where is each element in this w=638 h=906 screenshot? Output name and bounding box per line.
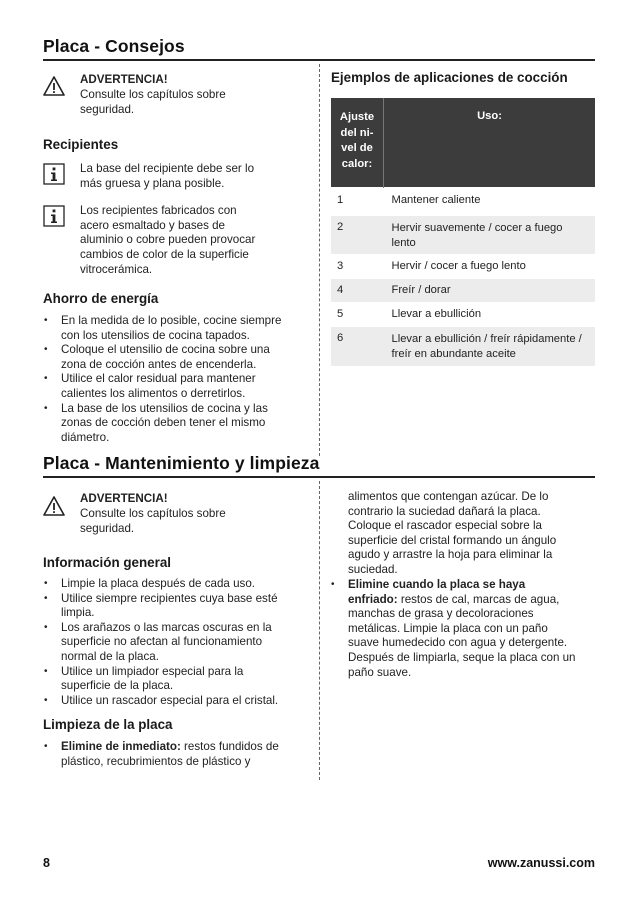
warning-title: ADVERTENCIA! xyxy=(80,492,168,505)
table-cell-level: 5 xyxy=(337,308,344,320)
list-item: • Utilice un limpiador especial para la superficie de la placa. xyxy=(43,665,313,694)
ahorro-list xyxy=(43,314,313,445)
table-cell-use: Hervir suavemente / cocer a fuego lento xyxy=(391,222,563,249)
table-row xyxy=(331,188,595,216)
table-header-use: Uso: xyxy=(384,98,596,188)
heading-ahorro-energia: Ahorro de energía xyxy=(43,291,159,306)
table-row xyxy=(331,279,595,303)
info-text: más gruesa y plana posible. xyxy=(80,177,225,190)
list-item: • Elimine de inmediato: restos fundidos de plástico, recubrimientos de plástico y xyxy=(43,740,318,769)
warning-text: Consulte los capítulos sobre xyxy=(80,507,226,520)
section-title-consejos: Placa - Consejos xyxy=(43,36,185,56)
cooking-table xyxy=(331,98,595,366)
heading-limpieza: Limpieza de la placa xyxy=(43,717,173,732)
table-cell-use: Llevar a ebullición xyxy=(391,308,482,320)
table-cell-level: 3 xyxy=(337,260,344,272)
warning-text: seguridad. xyxy=(80,103,135,116)
limpieza-continuation: alimentos que contengan azúcar. De lo contrario la suciedad dañará la placa. Coloque el rascador especial sobre la superficie del cristal formando un ángulo agudo y arrastre la hoja para eliminar la suciedad. xyxy=(348,490,557,576)
table-row xyxy=(331,327,595,367)
warning-icon xyxy=(43,495,65,517)
table-cell-level: 1 xyxy=(337,194,344,206)
table-cell-use: Llevar a ebullición / freír rápidamente / freír en abundante aceite xyxy=(391,333,582,360)
list-item: • La base de los utensilios de cocina y las zonas de cocción deben tener el mismo diámetro. xyxy=(43,402,313,446)
table-row xyxy=(331,303,595,327)
warning-text: seguridad. xyxy=(80,522,135,535)
section-rule xyxy=(43,59,595,61)
info-text: acero esmaltado y bases de xyxy=(80,219,226,232)
warning-title: ADVERTENCIA! xyxy=(80,73,168,86)
footer-url: www.zanussi.com xyxy=(487,856,595,870)
warning-text: Consulte los capítulos sobre xyxy=(80,88,226,101)
table-cell-use: Freír / dorar xyxy=(391,284,451,296)
table-cell-level: 4 xyxy=(337,284,344,296)
info-text: vitrocerámica. xyxy=(80,263,153,276)
list-item: • Elimine cuando la placa se haya enfriado: restos de cal, marcas de agua, manchas de grasa y decoloraciones metálicas. Limpie la placa con un paño suave humedecido con agua y detergente. Después de limpiarla, seque la placa con un paño suave. xyxy=(330,578,598,680)
column-divider xyxy=(319,481,321,780)
table-cell-use: Mantener caliente xyxy=(391,194,481,206)
list-item: • Utilice siempre recipientes cuya base esté limpia. xyxy=(43,592,313,621)
list-item: • Coloque el utensilio de cocina sobre una zona de cocción antes de encenderla. xyxy=(43,343,313,372)
column-divider xyxy=(319,64,321,456)
heading-ejemplos: Ejemplos de aplicaciones de cocción xyxy=(331,70,568,85)
list-item: • Utilice el calor residual para mantener calientes los alimentos o derretirlos. xyxy=(43,372,313,401)
table-cell-level: 6 xyxy=(337,332,344,344)
limpieza-list-left xyxy=(43,740,318,769)
warning-icon xyxy=(43,75,65,97)
heading-informacion-general: Información general xyxy=(43,555,171,570)
info-text: Los recipientes fabricados con xyxy=(80,204,237,217)
page-number: 8 xyxy=(43,856,50,870)
info-icon xyxy=(43,205,65,227)
general-list xyxy=(43,577,313,708)
info-text: aluminio o cobre pueden provocar xyxy=(80,233,256,246)
heading-recipientes: Recipientes xyxy=(43,137,119,152)
limpieza-list-right xyxy=(330,578,598,680)
list-item: • Limpie la placa después de cada uso. xyxy=(43,577,313,592)
table-header-row xyxy=(331,98,595,188)
table-cell-level: 2 xyxy=(337,221,344,233)
info-text: cambios de color de la superficie xyxy=(80,248,249,261)
info-icon xyxy=(43,163,65,185)
list-item: • Utilice un rascador especial para el cristal. xyxy=(43,694,313,709)
info-text: La base del recipiente debe ser lo xyxy=(80,162,255,175)
section-title-mantenimiento: Placa - Mantenimiento y limpieza xyxy=(43,453,320,473)
list-item: • En la medida de lo posible, cocine siempre con los utensilios de cocina tapados. xyxy=(43,314,313,343)
table-row xyxy=(331,255,595,279)
table-row xyxy=(331,216,595,255)
table-cell-use: Hervir / cocer a fuego lento xyxy=(391,260,526,272)
section-rule xyxy=(43,476,595,478)
table-header-level: Ajuste del ni- vel de calor: xyxy=(339,111,375,170)
list-item: • Los arañazos o las marcas oscuras en la superficie no afectan al funcionamiento normal de la placa. xyxy=(43,621,313,665)
